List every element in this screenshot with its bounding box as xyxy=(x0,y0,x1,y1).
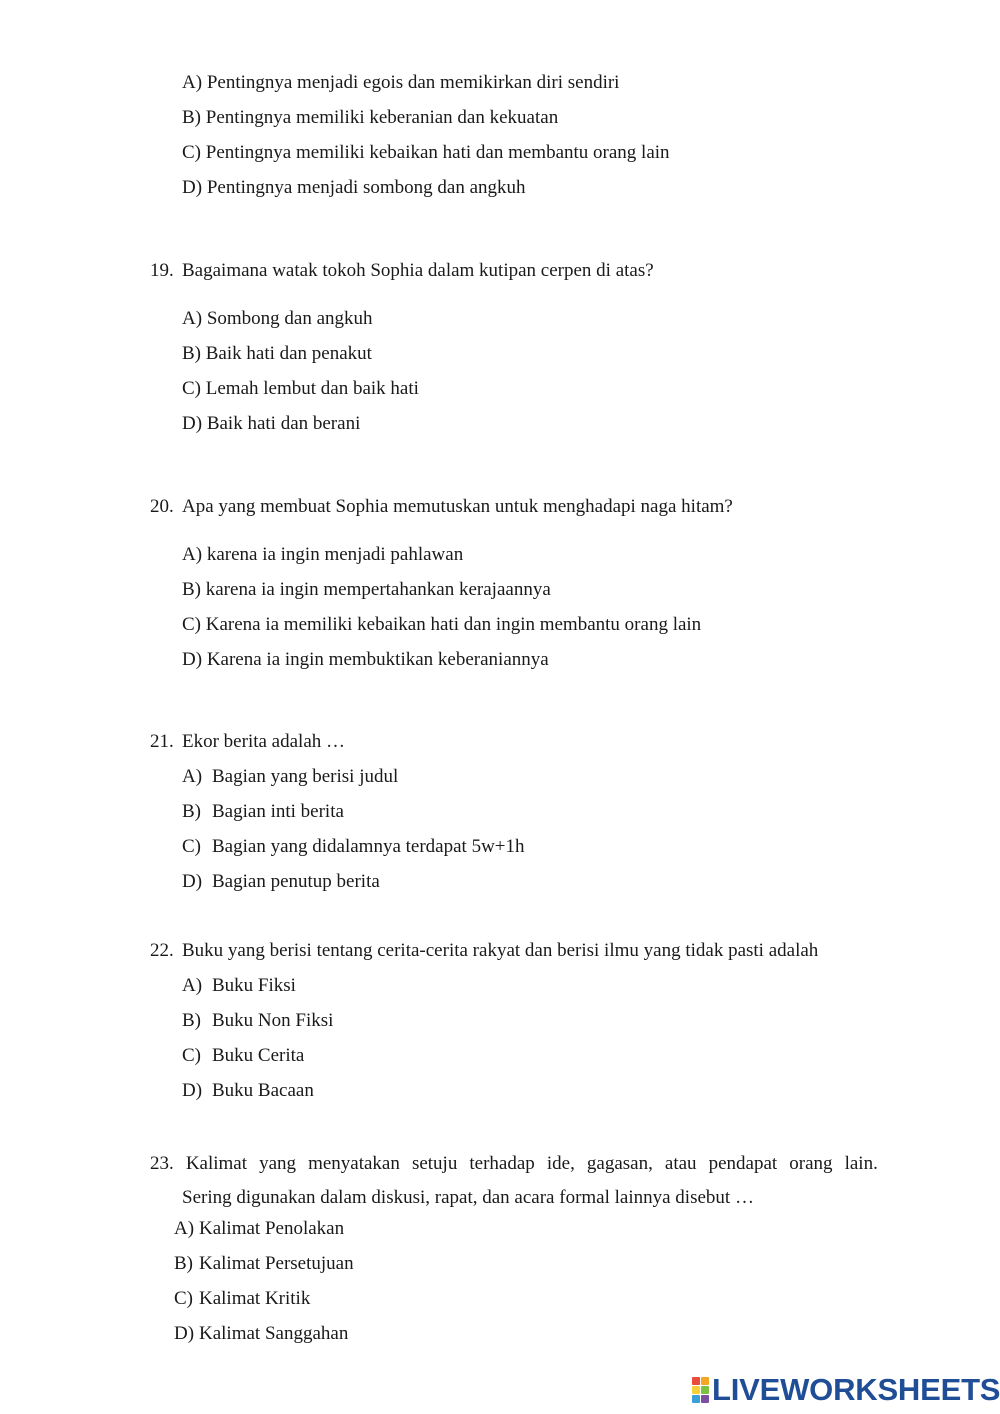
logo-tile xyxy=(692,1386,700,1394)
q20-option-a[interactable]: A) karena ia ingin menjadi pahlawan xyxy=(182,544,464,565)
q20-option-d[interactable]: D) Karena ia ingin membuktikan keberaniannya xyxy=(182,649,549,670)
logo-tile xyxy=(701,1386,709,1394)
q23-stem xyxy=(150,1147,878,1215)
q23-option-d[interactable]: D) Kalimat Sanggahan xyxy=(174,1323,349,1344)
q21-option-b[interactable]: B) Bagian inti berita xyxy=(182,801,344,822)
q23-option-a[interactable]: A) Kalimat Penolakan xyxy=(174,1218,345,1239)
q23-stem-line2: Sering digunakan dalam diskusi, rapat, dan acara formal lainnya disebut … xyxy=(182,1187,754,1208)
q18-option-d[interactable]: D) Pentingnya menjadi sombong dan angkuh xyxy=(182,177,526,198)
logo-tile xyxy=(692,1395,700,1403)
q20-option-b[interactable]: B) karena ia ingin mempertahankan kerajaannya xyxy=(182,579,551,600)
q19-option-c[interactable]: C) Lemah lembut dan baik hati xyxy=(182,378,419,399)
logo-tile xyxy=(701,1377,709,1385)
q21-option-c[interactable]: C) Bagian yang didalamnya terdapat 5w+1h xyxy=(182,836,525,857)
q22-option-a[interactable]: A) Buku Fiksi xyxy=(182,975,296,996)
q22-stem: 22. Buku yang berisi tentang cerita-cerita rakyat dan berisi ilmu yang tidak pasti adalah xyxy=(150,940,819,961)
liveworksheets-logo-text: LIVEWORKSHEETS xyxy=(712,1372,1000,1407)
q22-option-d[interactable]: D) Buku Bacaan xyxy=(182,1080,314,1101)
q21-option-a[interactable]: A) Bagian yang berisi judul xyxy=(182,766,399,787)
q19-option-b[interactable]: B) Baik hati dan penakut xyxy=(182,343,372,364)
logo-tile xyxy=(701,1395,709,1403)
q19-option-a[interactable]: A) Sombong dan angkuh xyxy=(182,308,373,329)
q23-stem-line1: 23. Kalimat yang menyatakan setuju terhadap ide, gagasan, atau pendapat orang lain. xyxy=(150,1153,878,1174)
q19-option-d[interactable]: D) Baik hati dan berani xyxy=(182,413,361,434)
q18-option-a[interactable]: A) Pentingnya menjadi egois dan memikirkan diri sendiri xyxy=(182,72,620,93)
q18-option-b[interactable]: B) Pentingnya memiliki keberanian dan kekuatan xyxy=(182,107,559,128)
q20-option-c[interactable]: C) Karena ia memiliki kebaikan hati dan ingin membantu orang lain xyxy=(182,614,702,635)
logo-tile xyxy=(692,1377,700,1385)
q22-option-c[interactable]: C) Buku Cerita xyxy=(182,1045,305,1066)
liveworksheets-logo-icon xyxy=(692,1377,709,1403)
q23-option-b[interactable]: B) Kalimat Persetujuan xyxy=(174,1253,354,1274)
liveworksheets-logo xyxy=(692,1372,1000,1408)
q19-stem: 19. Bagaimana watak tokoh Sophia dalam kutipan cerpen di atas? xyxy=(150,260,654,281)
q18-option-c[interactable]: C) Pentingnya memiliki kebaikan hati dan membantu orang lain xyxy=(182,142,670,163)
q21-stem: 21. Ekor berita adalah … xyxy=(150,731,346,752)
q20-stem: 20. Apa yang membuat Sophia memutuskan untuk menghadapi naga hitam? xyxy=(150,496,733,517)
q22-option-b[interactable]: B) Buku Non Fiksi xyxy=(182,1010,334,1031)
q23-option-c[interactable]: C) Kalimat Kritik xyxy=(174,1288,311,1309)
q21-option-d[interactable]: D) Bagian penutup berita xyxy=(182,871,380,892)
